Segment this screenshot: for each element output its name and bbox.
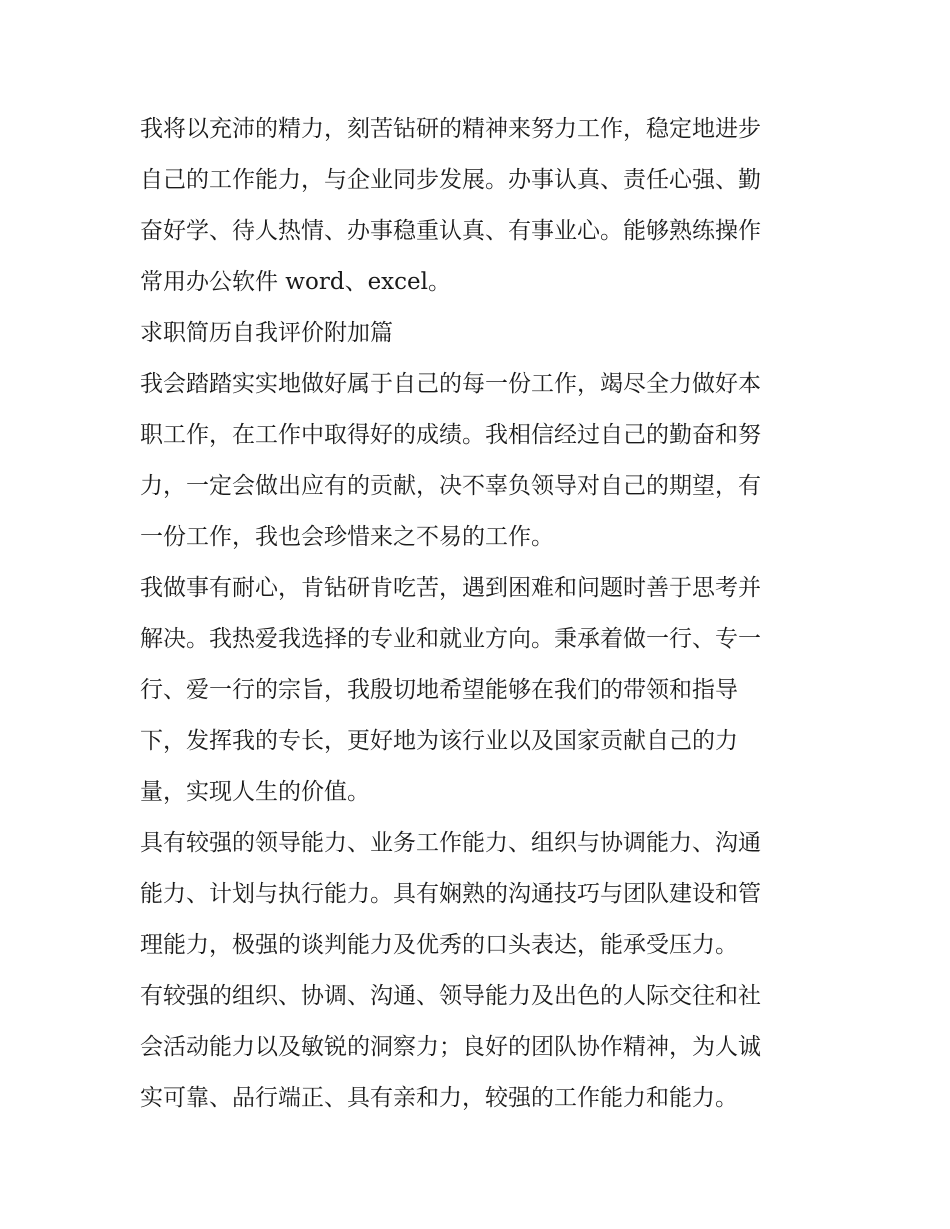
text-line: 奋好学、待人热情、办事稳重认真、有事业心。能够熟练操作	[140, 218, 761, 244]
text-line: 我会踏踏实实地做好属于自己的每一份工作，竭尽全力做好本	[140, 371, 761, 397]
text-line: 解决。我热爱我选择的专业和就业方向。秉承着做一行、专一	[140, 626, 761, 652]
heading-line: 求职简历自我评价附加篇	[140, 320, 393, 346]
text-line: 会活动能力以及敏锐的洞察力；良好的团队协作精神，为人诚	[140, 1034, 761, 1060]
text-line: 一份工作，我也会珍惜来之不易的工作。	[140, 524, 554, 550]
text-line: 下，发挥我的专长，更好地为该行业以及国家贡献自己的力	[140, 728, 738, 754]
paragraph-self-evaluation-2	[140, 359, 812, 563]
text-line: 职工作，在工作中取得好的成绩。我相信经过自己的勤奋和努	[140, 422, 761, 448]
text-line: 实可靠、品行端正、具有亲和力，较强的工作能力和能力。	[140, 1085, 738, 1111]
paragraph-self-evaluation-4	[140, 818, 812, 971]
text-line: 量，实现人生的价值。	[140, 779, 370, 805]
paragraph-self-evaluation-1	[140, 104, 812, 308]
paragraph-self-evaluation-5	[140, 971, 812, 1124]
document-body	[140, 104, 812, 1124]
text-line: 我将以充沛的精力，刻苦钻研的精神来努力工作，稳定地进步	[140, 116, 761, 142]
text-line: 常用办公软件 word、excel。	[140, 269, 451, 295]
text-line: 力，一定会做出应有的贡献，决不辜负领导对自己的期望，有	[140, 473, 761, 499]
text-line: 有较强的组织、协调、沟通、领导能力及出色的人际交往和社	[140, 983, 761, 1009]
text-line: 自己的工作能力，与企业同步发展。办事认真、责任心强、勤	[140, 167, 761, 193]
section-heading	[140, 308, 812, 359]
text-line: 行、爱一行的宗旨，我殷切地希望能够在我们的带领和指导	[140, 677, 738, 703]
text-line: 理能力，极强的谈判能力及优秀的口头表达，能承受压力。	[140, 932, 738, 958]
paragraph-self-evaluation-3	[140, 563, 812, 818]
text-line: 具有较强的领导能力、业务工作能力、组织与协调能力、沟通	[140, 830, 761, 856]
text-line: 我做事有耐心，肯钻研肯吃苦，遇到困难和问题时善于思考并	[140, 575, 761, 601]
text-line: 能力、计划与执行能力。具有娴熟的沟通技巧与团队建设和管	[140, 881, 761, 907]
